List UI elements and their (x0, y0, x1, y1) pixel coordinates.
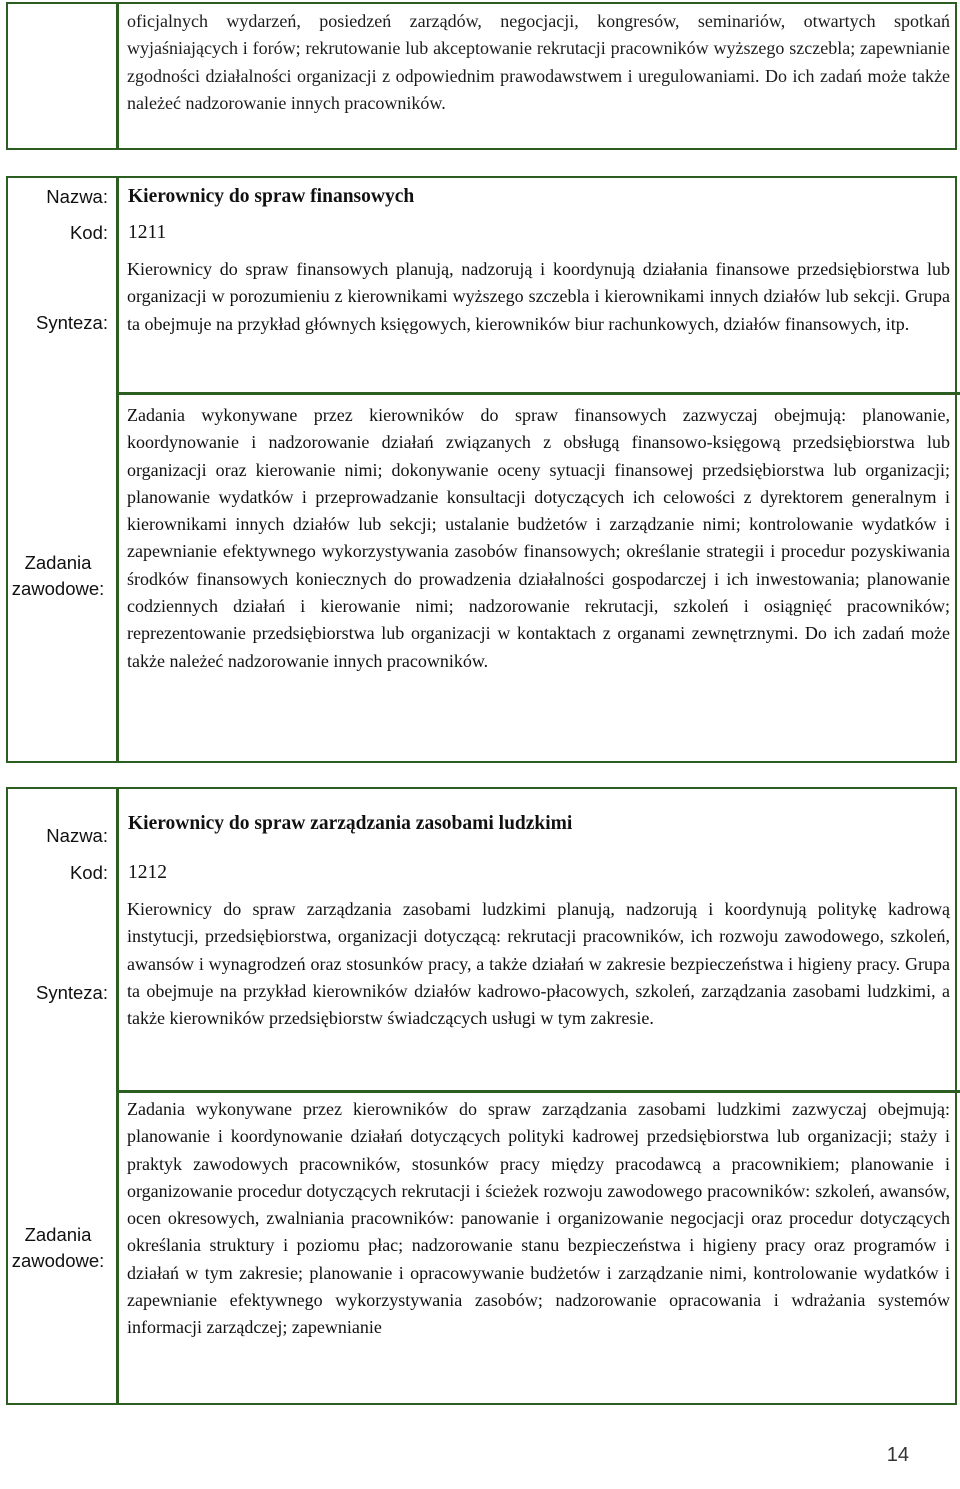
tasks-label-line1: Zadania (24, 1224, 92, 1245)
tasks-label-line2: zawodowe: (11, 578, 105, 599)
page-number: 14 (886, 1444, 909, 1466)
tasks-label (2, 1222, 114, 1274)
tasks-label-line1: Zadania (24, 552, 92, 573)
entry-tasks: Zadania wykonywane przez kierowników do spraw zarządzania zasobami ludzkimi zazwyczaj obejmują: planowanie i koordynowanie działań dotyczących polityki kadrowej przedsiębiorstwa lub organizacji; staży i praktyk zawodowych pracowników, stosunków pracy między pracodawcą a pracownikiem; planowanie i organizowanie procedur dotyczących rekrutacji i ścieżek rozwoju zawodowego pracowników: szkoleń, awansów, ocen okresowych, zwalniania pracowników: panowanie i organizowanie negocjacji oraz procedur dotyczących określania struktury i poziomu płac; nadzorowanie stanu bezpieczeństwa i higieny pracy oraz programów i działań w tym zakresie; planowanie i opracowywanie budżetów i zarządzanie nimi, kontrolowanie wydatków i zapewnianie efektywnego wykorzystywania zasobów; nadzorowanie opracowania i wdrażania systemów informacji zarządczej; zapewnianie (127, 1099, 950, 1338)
entry-synthesis: Kierownicy do spraw finansowych planują, nadzorują i koordynują działania finansowe przedsiębiorstwa lub organizacji w porozumieniu z kierownikami wyższego szczebla i kierownikami innych działów lub sekcji. Grupa ta obejmuje na przykład głównych księgowych, kierowników biur rachunkowych, działów finansowych, itp. (127, 259, 950, 334)
entry-synthesis: Kierownicy do spraw zarządzania zasobami ludzkimi planują, nadzorują i koordynują politykę kadrową instytucji, przedsiębiorstwa, organizacji dotyczącą: rekrutacji pracowników, ich rozwoju zawodowego, szkoleń, awansów i wynagrodzeń oraz stosunków pracy, a także działań w zakresie bezpieczeństwa i higieny pracy. Grupa ta obejmuje na przykład kierowników działów kadrowo-płacowych, szkoleń, zarządzania zasobami ludzkimi, a także kierowników przedsiębiorstw świadczących usługi w tym zakresie. (127, 899, 950, 1029)
entry-1211-synthesis-rule (116, 392, 960, 395)
entry-1212-divider (116, 787, 119, 1405)
entry-code: 1212 (128, 862, 167, 883)
name-label: Nazwa: (46, 825, 108, 846)
entry-tasks: Zadania wykonywane przez kierowników do spraw finansowych zazwyczaj obejmują: planowanie, koordynowanie i nadzorowanie działań związanych z obsługą finansowo-księgową przedsiębiorstwa lub organizacji oraz kierowanie nimi; dokonywanie oceny sytuacji finansowej przedsiębiorstwa lub organizacji; planowanie wydatków i przeprowadzanie konsultacji dotyczących ich celowości z dyrektorem generalnym i kierownikami innych działów lub sekcji; ustalanie budżetów i zarządzanie nimi; kontrolowanie wydatków i zapewnianie efektywnego wykorzystywania zasobów finansowych; określanie strategii i procedur pozyskiwania środków finansowych koniecznych do prowadzenia działalności gospodarczej i ich inwestowania; planowanie codziennych działań i kierowanie nimi; nadzorowanie rekrutacji, szkoleń i osiągnięć pracowników; reprezentowanie przedsiębiorstwa lub organizacji w kontaktach z organami zewnętrznymi. Do ich zadań może także należeć nadzorowanie innych pracowników. (127, 405, 950, 671)
entry-1212-synthesis-rule (116, 1090, 960, 1093)
code-label: Kod: (69, 862, 108, 883)
continuation-divider (116, 2, 119, 150)
entry-title: Kierownicy do spraw finansowych (128, 186, 415, 207)
tasks-label-line2: zawodowe: (11, 1250, 105, 1271)
entry-code: 1211 (128, 222, 167, 243)
code-label: Kod: (69, 222, 108, 243)
entry-title: Kierownicy do spraw zarządzania zasobami ludzkimi (128, 813, 573, 834)
continuation-text: oficjalnych wydarzeń, posiedzeń zarządów, negocjacji, kongresów, seminariów, otwartych spotkań wyjaśniających i forów; rekrutowanie lub akceptowanie rekrutacji pracowników wyższego szczebla; zapewnianie zgodności działalności organizacji z odpowiednim prawodawstwem i uregulowaniami. Do ich zadań może także należeć nadzorowanie innych pracowników. (127, 11, 950, 113)
tasks-label (2, 550, 114, 602)
synthesis-label: Synteza: (36, 982, 108, 1003)
name-label: Nazwa: (46, 186, 108, 207)
entry-1211-divider (116, 176, 119, 763)
synthesis-label: Synteza: (36, 312, 108, 333)
